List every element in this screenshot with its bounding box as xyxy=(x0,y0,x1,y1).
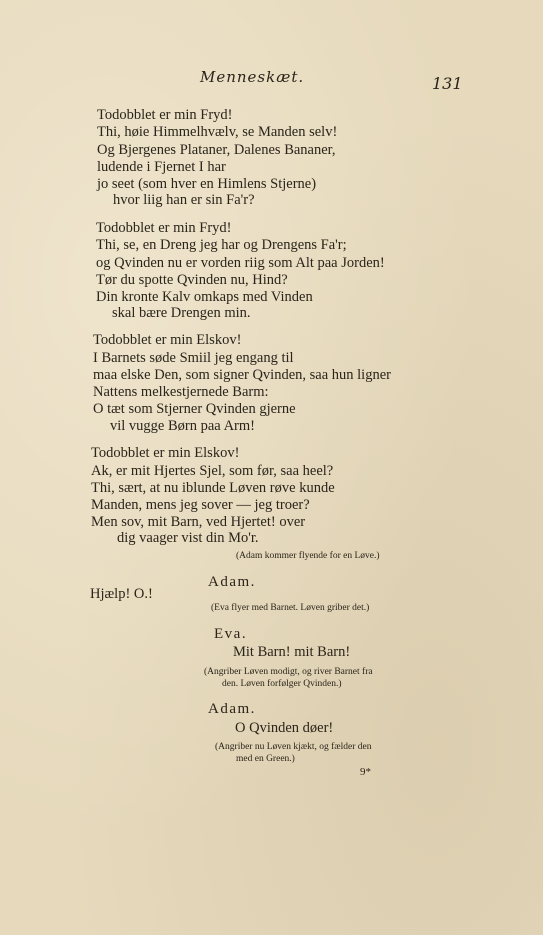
stage-direction: (Adam kommer flyende for en Løve.) xyxy=(236,551,380,561)
verse-line: I Barnets søde Smiil jeg engang til xyxy=(93,350,294,366)
verse-line: Nattens melkestjernede Barm: xyxy=(93,384,269,400)
verse-line: Men sov, mit Barn, ved Hjertet! over xyxy=(91,514,306,530)
stage-direction: (Angriber Løven modigt, og river Barnet fra xyxy=(204,667,373,677)
dialogue-line: Mit Barn! mit Barn! xyxy=(233,644,351,660)
stage-direction: med en Green.) xyxy=(236,754,295,764)
verse-line: maa elske Den, som signer Qvinden, saa hun ligner xyxy=(93,367,391,383)
verse-line: Thi, se, en Dreng jeg har og Drengens Fa'r; xyxy=(96,237,347,253)
stage-direction: (Angriber nu Løven kjækt, og fælder den xyxy=(215,742,372,752)
verse-line: skal bære Drengen min. xyxy=(112,305,251,321)
verse-line: Ak, er mit Hjertes Sjel, som før, saa heel? xyxy=(91,463,334,479)
speaker-name: Adam. xyxy=(208,701,256,717)
page-number: 131 xyxy=(432,74,463,93)
speaker-name: Eva. xyxy=(214,626,248,642)
signature-mark: 9* xyxy=(360,766,371,778)
stage-direction: (Eva flyer med Barnet. Løven griber det.) xyxy=(211,603,370,613)
dialogue-line: Hjælp! O.! xyxy=(90,586,153,602)
verse-line: Manden, mens jeg sover — jeg troer? xyxy=(91,497,310,513)
verse-line: Todobblet er min Elskov! xyxy=(93,332,242,348)
running-header-title: Menneskæt. xyxy=(200,68,305,86)
verse-line: Todobblet er min Fryd! xyxy=(96,220,232,236)
verse-line: Todobblet er min Fryd! xyxy=(97,107,233,123)
verse-line: Thi, sært, at nu iblunde Løven røve kunde xyxy=(91,480,335,496)
dialogue-line: O Qvinden døer! xyxy=(235,720,334,736)
verse-line: vil vugge Børn paa Arm! xyxy=(110,418,255,434)
verse-line: og Qvinden nu er vorden riig som Alt paa Jorden! xyxy=(96,255,385,271)
verse-line: Din kronte Kalv omkaps med Vinden xyxy=(96,289,313,305)
verse-line: dig vaager vist din Mo'r. xyxy=(117,530,259,546)
verse-line: Og Bjergenes Plataner, Dalenes Bananer, xyxy=(97,142,336,158)
speaker-name: Adam. xyxy=(208,574,256,590)
verse-line: Todobblet er min Elskov! xyxy=(91,445,240,461)
verse-line: Thi, høie Himmelhvælv, se Manden selv! xyxy=(97,124,338,140)
verse-line: O tæt som Stjerner Qvinden gjerne xyxy=(93,401,296,417)
verse-line: jo seet (som hver en Himlens Stjerne) xyxy=(97,176,317,192)
verse-line: Tør du spotte Qvinden nu, Hind? xyxy=(96,272,288,288)
verse-line: hvor liig han er sin Fa'r? xyxy=(113,192,255,208)
verse-line: ludende i Fjernet I har xyxy=(97,159,226,175)
stage-direction: den. Løven forfølger Qvinden.) xyxy=(222,679,342,689)
